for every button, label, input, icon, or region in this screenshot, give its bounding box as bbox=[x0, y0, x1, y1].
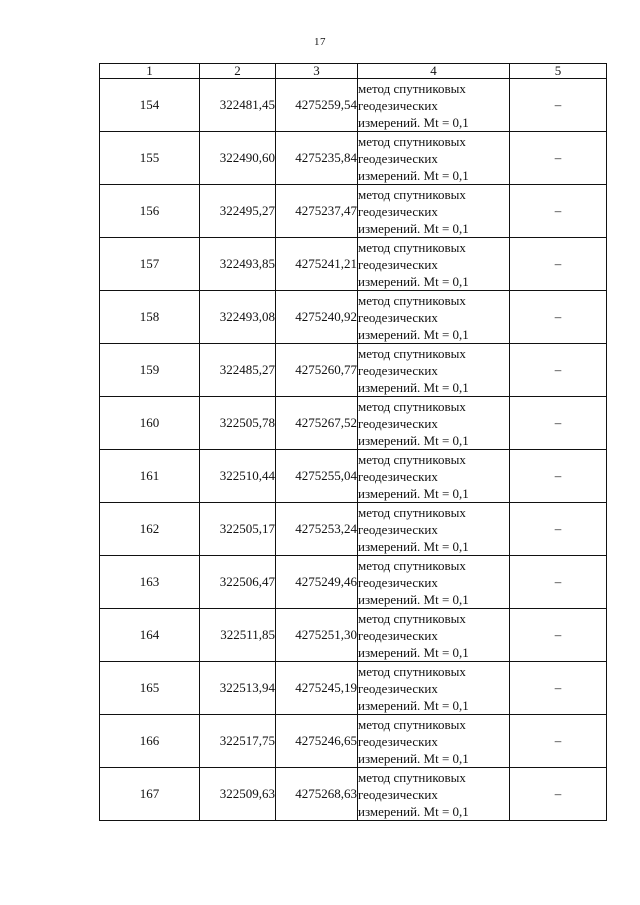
method-line: метод спутниковых bbox=[358, 769, 466, 785]
note-cell: – bbox=[510, 344, 607, 397]
method-cell bbox=[358, 238, 510, 291]
point-number-cell: 164 bbox=[100, 609, 200, 662]
y-coordinate-cell: 4275253,24 bbox=[276, 503, 358, 556]
method-line: геодезических bbox=[358, 256, 438, 272]
method-line: метод спутниковых bbox=[358, 133, 466, 149]
method-line: геодезических bbox=[358, 733, 438, 749]
table-header-row bbox=[100, 64, 607, 79]
method-line: метод спутниковых bbox=[358, 239, 466, 255]
x-coordinate-cell: 322485,27 bbox=[200, 344, 276, 397]
note-cell: – bbox=[510, 132, 607, 185]
coordinates-table bbox=[99, 63, 607, 821]
column-header-3: 3 bbox=[276, 64, 358, 79]
method-cell bbox=[358, 132, 510, 185]
table-row bbox=[100, 132, 607, 185]
method-line: измерений. Mt = 0,1 bbox=[358, 750, 469, 766]
table-row bbox=[100, 344, 607, 397]
point-number-cell: 162 bbox=[100, 503, 200, 556]
x-coordinate-cell: 322509,63 bbox=[200, 768, 276, 821]
point-number-cell: 163 bbox=[100, 556, 200, 609]
method-line: измерений. Mt = 0,1 bbox=[358, 591, 469, 607]
method-cell bbox=[358, 609, 510, 662]
y-coordinate-cell: 4275259,54 bbox=[276, 79, 358, 132]
method-cell bbox=[358, 503, 510, 556]
x-coordinate-cell: 322493,85 bbox=[200, 238, 276, 291]
table-row bbox=[100, 556, 607, 609]
x-coordinate-cell: 322517,75 bbox=[200, 715, 276, 768]
point-number-cell: 156 bbox=[100, 185, 200, 238]
note-cell: – bbox=[510, 450, 607, 503]
method-cell bbox=[358, 715, 510, 768]
method-line: метод спутниковых bbox=[358, 186, 466, 202]
column-header-5: 5 bbox=[510, 64, 607, 79]
x-coordinate-cell: 322481,45 bbox=[200, 79, 276, 132]
y-coordinate-cell: 4275235,84 bbox=[276, 132, 358, 185]
y-coordinate-cell: 4275237,47 bbox=[276, 185, 358, 238]
method-line: измерений. Mt = 0,1 bbox=[358, 167, 469, 183]
method-cell bbox=[358, 397, 510, 450]
method-line: геодезических bbox=[358, 203, 438, 219]
method-line: геодезических bbox=[358, 521, 438, 537]
method-line: геодезических bbox=[358, 574, 438, 590]
method-line: метод спутниковых bbox=[358, 345, 466, 361]
note-cell: – bbox=[510, 715, 607, 768]
method-line: метод спутниковых bbox=[358, 451, 466, 467]
y-coordinate-cell: 4275255,04 bbox=[276, 450, 358, 503]
column-header-4: 4 bbox=[358, 64, 510, 79]
point-number-cell: 157 bbox=[100, 238, 200, 291]
point-number-cell: 165 bbox=[100, 662, 200, 715]
point-number-cell: 158 bbox=[100, 291, 200, 344]
x-coordinate-cell: 322513,94 bbox=[200, 662, 276, 715]
column-header-2: 2 bbox=[200, 64, 276, 79]
method-line: геодезических bbox=[358, 150, 438, 166]
method-line: измерений. Mt = 0,1 bbox=[358, 538, 469, 554]
note-cell: – bbox=[510, 185, 607, 238]
page-number: 17 bbox=[314, 36, 326, 48]
method-line: измерений. Mt = 0,1 bbox=[358, 273, 469, 289]
y-coordinate-cell: 4275240,92 bbox=[276, 291, 358, 344]
y-coordinate-cell: 4275249,46 bbox=[276, 556, 358, 609]
y-coordinate-cell: 4275251,30 bbox=[276, 609, 358, 662]
method-line: измерений. Mt = 0,1 bbox=[358, 803, 469, 819]
x-coordinate-cell: 322511,85 bbox=[200, 609, 276, 662]
method-line: геодезических bbox=[358, 468, 438, 484]
method-line: метод спутниковых bbox=[358, 663, 466, 679]
y-coordinate-cell: 4275241,21 bbox=[276, 238, 358, 291]
note-cell: – bbox=[510, 556, 607, 609]
method-cell bbox=[358, 79, 510, 132]
point-number-cell: 167 bbox=[100, 768, 200, 821]
table-row bbox=[100, 291, 607, 344]
x-coordinate-cell: 322493,08 bbox=[200, 291, 276, 344]
method-line: измерений. Mt = 0,1 bbox=[358, 485, 469, 501]
method-line: измерений. Mt = 0,1 bbox=[358, 644, 469, 660]
method-cell bbox=[358, 344, 510, 397]
table-row bbox=[100, 768, 607, 821]
method-line: измерений. Mt = 0,1 bbox=[358, 326, 469, 342]
method-line: геодезических bbox=[358, 680, 438, 696]
note-cell: – bbox=[510, 238, 607, 291]
x-coordinate-cell: 322495,27 bbox=[200, 185, 276, 238]
note-cell: – bbox=[510, 291, 607, 344]
method-line: геодезических bbox=[358, 786, 438, 802]
method-cell bbox=[358, 662, 510, 715]
method-line: метод спутниковых bbox=[358, 716, 466, 732]
point-number-cell: 159 bbox=[100, 344, 200, 397]
method-line: геодезических bbox=[358, 309, 438, 325]
table-row bbox=[100, 503, 607, 556]
x-coordinate-cell: 322510,44 bbox=[200, 450, 276, 503]
y-coordinate-cell: 4275245,19 bbox=[276, 662, 358, 715]
table-row bbox=[100, 185, 607, 238]
method-line: метод спутниковых bbox=[358, 292, 466, 308]
method-line: метод спутниковых bbox=[358, 557, 466, 573]
method-line: геодезических bbox=[358, 415, 438, 431]
y-coordinate-cell: 4275267,52 bbox=[276, 397, 358, 450]
point-number-cell: 166 bbox=[100, 715, 200, 768]
point-number-cell: 155 bbox=[100, 132, 200, 185]
table-row bbox=[100, 715, 607, 768]
table-row bbox=[100, 609, 607, 662]
y-coordinate-cell: 4275260,77 bbox=[276, 344, 358, 397]
method-cell bbox=[358, 768, 510, 821]
table-row bbox=[100, 79, 607, 132]
method-cell bbox=[358, 185, 510, 238]
note-cell: – bbox=[510, 609, 607, 662]
method-line: измерений. Mt = 0,1 bbox=[358, 697, 469, 713]
method-line: метод спутниковых bbox=[358, 504, 466, 520]
method-line: геодезических bbox=[358, 627, 438, 643]
method-line: измерений. Mt = 0,1 bbox=[358, 432, 469, 448]
table-row bbox=[100, 662, 607, 715]
method-cell bbox=[358, 450, 510, 503]
note-cell: – bbox=[510, 79, 607, 132]
method-line: геодезических bbox=[358, 97, 438, 113]
method-line: измерений. Mt = 0,1 bbox=[358, 114, 469, 130]
table-row bbox=[100, 397, 607, 450]
x-coordinate-cell: 322490,60 bbox=[200, 132, 276, 185]
method-line: метод спутниковых bbox=[358, 80, 466, 96]
y-coordinate-cell: 4275268,63 bbox=[276, 768, 358, 821]
x-coordinate-cell: 322506,47 bbox=[200, 556, 276, 609]
note-cell: – bbox=[510, 397, 607, 450]
method-cell bbox=[358, 291, 510, 344]
point-number-cell: 160 bbox=[100, 397, 200, 450]
column-header-1: 1 bbox=[100, 64, 200, 79]
note-cell: – bbox=[510, 503, 607, 556]
point-number-cell: 154 bbox=[100, 79, 200, 132]
table-row bbox=[100, 238, 607, 291]
method-line: метод спутниковых bbox=[358, 398, 466, 414]
method-cell bbox=[358, 556, 510, 609]
method-line: измерений. Mt = 0,1 bbox=[358, 220, 469, 236]
x-coordinate-cell: 322505,17 bbox=[200, 503, 276, 556]
x-coordinate-cell: 322505,78 bbox=[200, 397, 276, 450]
note-cell: – bbox=[510, 662, 607, 715]
table-row bbox=[100, 450, 607, 503]
method-line: геодезических bbox=[358, 362, 438, 378]
note-cell: – bbox=[510, 768, 607, 821]
y-coordinate-cell: 4275246,65 bbox=[276, 715, 358, 768]
method-line: измерений. Mt = 0,1 bbox=[358, 379, 469, 395]
table-body bbox=[100, 79, 607, 821]
point-number-cell: 161 bbox=[100, 450, 200, 503]
method-line: метод спутниковых bbox=[358, 610, 466, 626]
